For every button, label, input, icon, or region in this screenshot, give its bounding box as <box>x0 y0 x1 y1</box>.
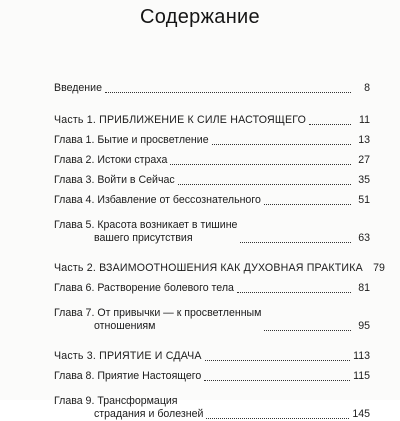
dot-leader <box>309 124 351 125</box>
toc-entry-label: Глава 1. Бытие и просветление <box>54 134 209 146</box>
toc-entry-page: 145 <box>352 408 370 420</box>
toc-entry-chapter-1 <box>54 127 370 147</box>
toc-entry-page: 95 <box>358 320 370 332</box>
toc-entry-chapter-9 <box>54 383 370 421</box>
toc-entry-page: 11 <box>359 114 370 126</box>
toc-entry-chapter-8 <box>54 363 370 383</box>
toc-entry-page: 35 <box>358 174 370 186</box>
dot-leader <box>212 144 351 145</box>
toc-entry-text <box>54 395 203 421</box>
toc-entry-page: 81 <box>358 282 370 294</box>
toc-entry-page: 27 <box>358 154 370 166</box>
toc-entry-page: 113 <box>353 350 370 362</box>
toc-entry-label-continued: страдания и болезней <box>94 408 204 420</box>
dot-leader <box>264 330 351 331</box>
toc-entry-chapter-6 <box>54 275 370 295</box>
toc-entry-chapter-4 <box>54 187 370 207</box>
toc-entry-label: Введение <box>54 82 102 94</box>
toc-entry-part-2 <box>54 255 385 275</box>
dot-leader <box>178 184 351 185</box>
toc-entry-page: 115 <box>353 370 370 382</box>
toc-entry-chapter-2 <box>54 147 370 167</box>
dot-leader <box>105 92 351 93</box>
toc-entry-label-continued: отношениям <box>94 320 156 332</box>
toc-entry-label: Часть 1. ПРИБЛИЖЕНИЕ К СИЛЕ НАСТОЯЩЕГО <box>54 114 307 126</box>
toc-entry-page: 8 <box>364 82 370 94</box>
toc-entry-label: Глава 8. Приятие Настоящего <box>54 370 202 382</box>
toc-entry-label: Глава 6. Растворение болевого тела <box>54 282 234 294</box>
toc-entry-page: 51 <box>358 194 370 206</box>
page-title: Содержание <box>140 6 260 28</box>
toc-entry-label: Глава 3. Войти в Сейчас <box>54 174 175 186</box>
toc-entry-label: Глава 7. От привычки — к просветленным <box>54 307 262 319</box>
dot-leader <box>204 380 350 381</box>
toc-entry-introduction <box>54 75 370 95</box>
toc-entry-chapter-3 <box>54 167 370 187</box>
toc-entry-part-1 <box>54 107 370 127</box>
toc-entry-label: Глава 9. Трансформация <box>54 395 178 407</box>
toc-entry-label: Глава 4. Избавление от бессознательного <box>54 194 261 206</box>
toc-entry-page: 13 <box>358 134 370 146</box>
dot-leader <box>170 164 351 165</box>
toc-entry-label: Глава 5. Красота возникает в тишине <box>54 219 238 231</box>
dot-leader <box>264 204 351 205</box>
dot-leader <box>205 360 350 361</box>
toc-entry-chapter-7 <box>54 295 370 333</box>
dot-leader <box>240 242 351 243</box>
toc-entry-label-continued: вашего присутствия <box>94 232 193 244</box>
dot-leader <box>206 418 349 419</box>
dot-leader <box>237 292 351 293</box>
toc-entry-page: 63 <box>358 232 370 244</box>
table-of-contents <box>54 75 385 421</box>
toc-entry-chapter-5 <box>54 207 370 245</box>
toc-entry-label: Часть 3. ПРИЯТИЕ И СДАЧА <box>54 350 202 362</box>
toc-entry-page: 79 <box>373 262 385 274</box>
toc-entry-text <box>54 219 237 245</box>
toc-entry-label: Глава 2. Истоки страха <box>54 154 168 166</box>
toc-entry-label: Часть 2. ВЗАИМООТНОШЕНИЯ КАК ДУХОВНАЯ ПРАКТИКА <box>54 262 363 274</box>
toc-entry-text <box>54 307 261 333</box>
toc-entry-part-3 <box>54 343 370 363</box>
